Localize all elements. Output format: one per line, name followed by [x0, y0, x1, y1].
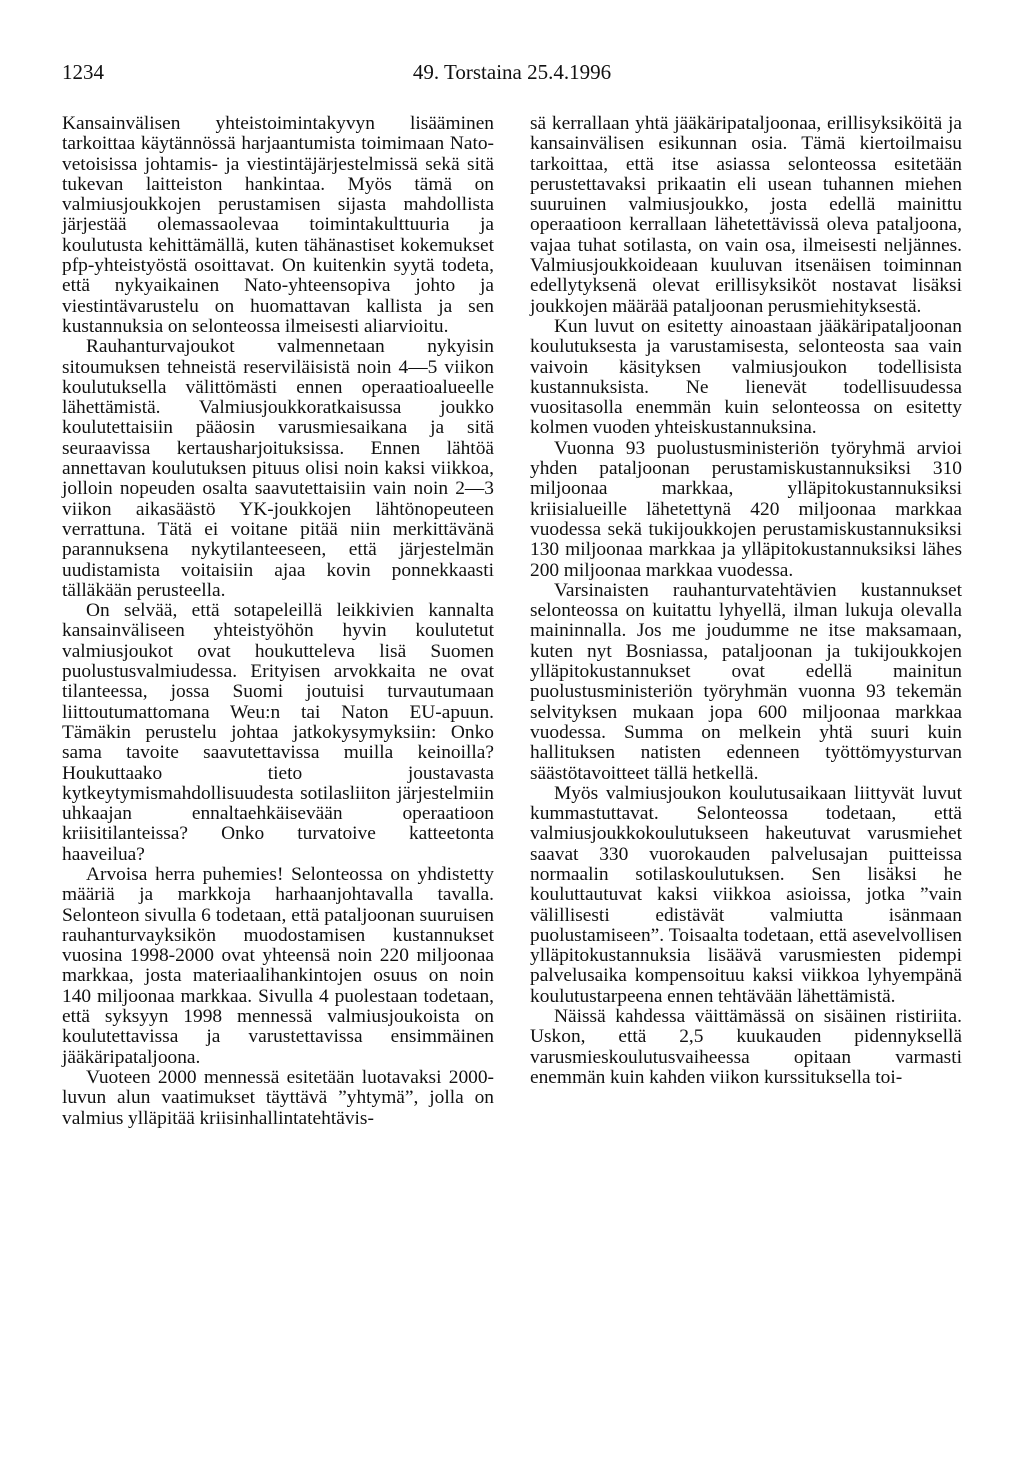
page-number: 1234	[62, 60, 104, 84]
right-column	[530, 114, 962, 1088]
paragraph: Rauhanturvajoukot valmennetaan nykyisin sitoumuksen tehneistä reserviläisistä noin 4—5 viikon koulutuksella välittömästi ennen operaatioalueelle lähettämistä. Valmiusjoukkoratkaisussa joukko koulutettaisiin pääosin varusmiesaikana ja sitä seuraavissa kertausharjoituksissa. Ennen lähtöä annettavan koulutuksen pituus olisi noin kaksi viikkoa, jolloin nopeuden osalta saavutettaisiin vain noin 2—3 viikon aikasäästö YK-joukkojen lähtönopeuteen verrattuna. Tätä ei voitane pitää niin merkittävänä parannuksena nykytilanteeseen, että järjestelmän uudistamista voitaisiin ajaa kovin ponnekkaasti tälläkään perusteella.	[62, 336, 494, 601]
paragraph: Vuoteen 2000 mennessä esitetään luotavaksi 2000-luvun alun vaatimukset täyttävä ”yhtymä”, jolla on valmius ylläpitää kriisinhallintatehtävis-	[62, 1066, 494, 1129]
paragraph: Näissä kahdessa väittämässä on sisäinen ristiriita. Uskon, että 2,5 kuukauden pidennyksellä varusmieskoulutusvaiheessa opitaan varmasti enemmän kuin kahden viikon kurssituksella toi-	[530, 1006, 962, 1088]
paragraph: sä kerrallaan yhtä jääkäripataljoonaa, erillisyksiköitä ja kansainvälisen esikunnan osia. Tämä kiertoilmaisu tarkoittaa, että itse asiassa selonteossa esitetään perustettavaksi prikaatin eli usean tuhannen miehen suuruinen valmiusjoukko, josta edellä mainittu operaatioon kerrallaan lähetettävissä oleva pataljoona, vajaa tuhat sotilasta, on vain osa, ilmeisesti neljännes. Valmiusjoukkoideaan kuuluvan itsenäisen toiminnan edellytyksenä olevat erillisyksiköt nostavat lisäksi joukkojen määrää pataljoonan perusmiehityksestä.	[530, 113, 962, 317]
page-header	[62, 60, 962, 86]
paragraph: Kansainvälisen yhteistoimintakyvyn lisääminen tarkoittaa käytännössä harjaantumista toimimaan Nato-vetoisissa johtamis- ja viestintäjärjestelmissä sekä sitä tukevan laitteiston hankintaa. Myös tämä on valmiusjoukkojen perustamisen sijasta mahdollista järjestää olemassaolevaa toimintakulttuuria ja koulutusta kehittämällä, kuten tähänastiset kokemukset pfp-yhteistyöstä osoittavat. On kuitenkin syytä todeta, että nykyaikainen Nato-yhteensopiva johto ja viestintävarustelu on huomattavan kallista ja sen kustannuksia on selonteossa ilmeisesti aliarvioitu.	[62, 113, 494, 337]
left-column	[62, 114, 494, 1129]
paragraph: On selvää, että sotapeleillä leikkivien kannalta kansainväliseen yhteistyöhön hyvin koulutetut valmiusjoukot ovat houkutteleva lisä Suomen puolustusvalmiudessa. Erityisen arvokkaita ne ovat tilanteessa, jossa Suomi joutuisi turvautumaan liittoutumattomana Weu:n tai Naton EU-apuun. Tämäkin perustelu johtaa jatkokysymyksiin: Onko sama tavoite saavutettavissa muilla keinoilla? Houkuttaako tieto joustavasta kytkeytymismahdollisuudesta sotilasliiton järjestelmiin uhkaajan ennaltaehkäisevään operaatioon kriisitilanteissa? Onko turvatoive katteetonta haaveilua?	[62, 600, 494, 865]
paragraph: Myös valmiusjoukon koulutusaikaan liittyvät luvut kummastuttavat. Selonteossa todetaan, että valmiusjoukkokoulutukseen hakeutuvat varusmiehet saavat 330 vuorokauden palvelusajan puitteissa normaalin sotilaskoulutuksen. Sen lisäksi he kouluttautuvat kaksi viikkoa asioissa, jotka ”vain välillisesti edistävät valmiutta isänmaan puolustamiseen”. Toisaalta todetaan, että asevelvollisen ylläpitokustannuksia lisäävä varusmiesten pidempi palvelusaika kompensoituu kaksi viikkoa lyhyempänä koulutustarpeena ennen tehtävään lähettämistä.	[530, 782, 962, 1007]
paragraph: Varsinaisten rauhanturvatehtävien kustannukset selonteossa on kuitattu lyhyellä, ilman lukuja olevalla maininnalla. Jos me joudumme ne itse maksamaan, kuten nyt Bosniassa, pataljoonan ja tukijoukkojen ylläpitokustannukset ovat edellä mainitun puolustusministeriön työryhmän vuonna 93 tekemän selvityksen mukaan jopa 600 miljoonaa markkaa vuodessa. Summa on melkein yhtä suuri kuin hallituksen natisten edenneen työttömyysturvan säästötavoitteet tällä hetkellä.	[530, 579, 962, 784]
body-text	[62, 114, 962, 1434]
running-head: 49. Torstaina 25.4.1996	[412, 60, 612, 84]
paragraph: Kun luvut on esitetty ainoastaan jääkäripataljoonan koulutuksesta ja varustamisesta, selonteosta saa vain vaivoin käsityksen valmiusjoukon todellisista kustannuksista. Ne lienevät todellisuudessa vuositasolla enemmän kuin selonteossa on esitetty kolmen vuoden yhteiskustannuksina.	[530, 315, 962, 439]
paragraph: Vuonna 93 puolustusministeriön työryhmä arvioi yhden pataljoonan perustamiskustannuksiksi 310 miljoonaa markkaa, ylläpitokustannuksiksi kriisialueille lähetettynä 420 miljoonaa markkaa vuodessa sekä tukijoukkojen perustamiskustannuksiksi 130 miljoonaa markkaa ja ylläpitokustannuksiksi lähes 200 miljoonaa markkaa vuodessa.	[530, 437, 962, 581]
paragraph: Arvoisa herra puhemies! Selonteossa on yhdistetty määriä ja markkoja harhaanjohtavalla tavalla. Selonteon sivulla 6 todetaan, että pataljoonan suuruisen rauhanturvayksikön muodostamisen kustannukset vuosina 1998-2000 ovat yhteensä noin 220 miljoonaa markkaa, josta materiaalihankintojen osuus on noin 140 miljoonaa markkaa. Sivulla 4 puolestaan todetaan, että syksyyn 1998 mennessä valmiusjoukoista on koulutettavissa ja varustettavissa ensimmäinen jääkäripataljoona.	[62, 863, 494, 1068]
